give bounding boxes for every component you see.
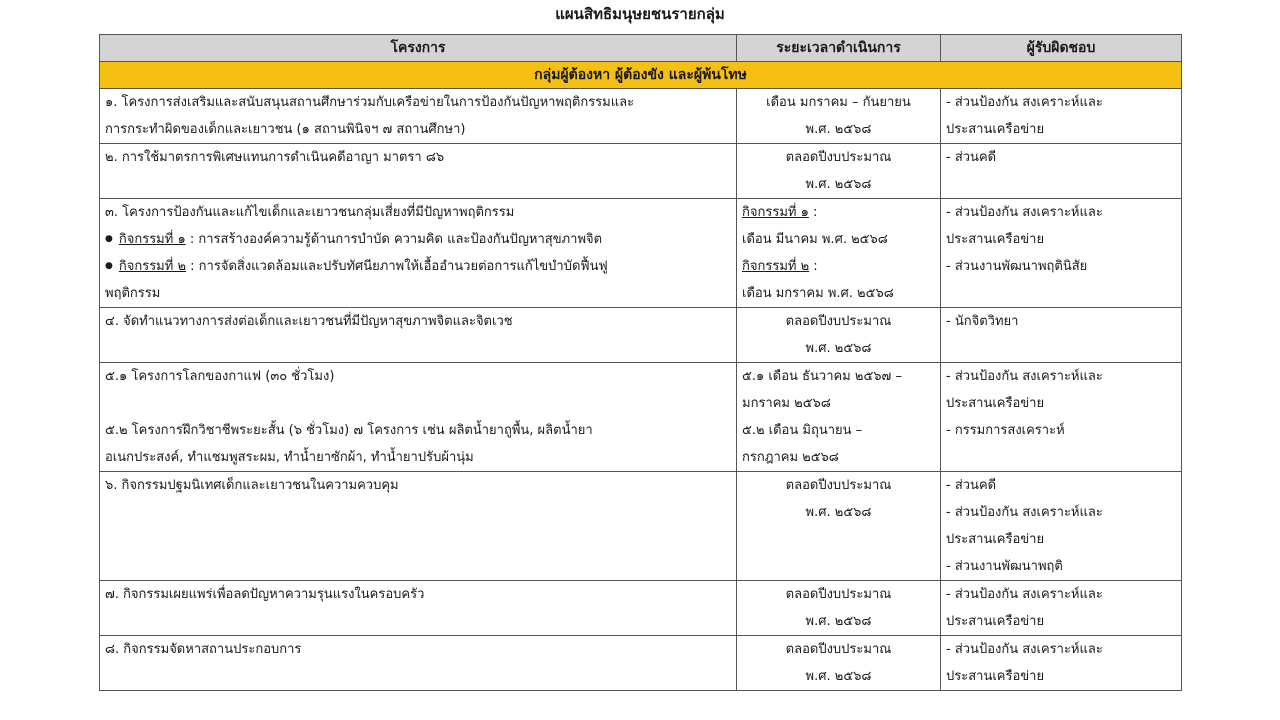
table-row [100,363,1182,472]
header-duration: ระยะเวลาดำเนินการ [737,35,941,62]
responsible-cell: - ส่วนคดี [941,144,1182,199]
duration-cell: ตลอดปีงบประมาณ พ.ศ. ๒๕๖๘ [737,636,941,691]
project-cell: ๓. โครงการป้องกันและแก้ไขเด็กและเยาวชนกลุ่มเสี่ยงที่มีปัญหาพฤติกรรม ● กิจกรรมที่ ๑ : การสร้างองค์ความรู้ด้านการบำบัด ความคิด และป้องกันปัญหาสุขภาพจิต ● กิจกรรมที่ ๒ : การจัดสิ่งแวดล้อมและปรับทัศนียภาพให้เอื้ออำนวยต่อการแก้ไขบำบัดฟื้นฟู พฤติกรรม [100,199,737,308]
project-cell: ๕.๑ โครงการโลกของกาแฟ (๓๐ ชั่วโมง) ๕.๒ โครงการฝึกวิชาชีพระยะสั้น (๖ ชั่วโมง) ๗ โครงการ เช่น ผลิตน้ำยาถูพื้น, ผลิตน้ำยา อเนกประสงค์, ทำแชมพูสระผม, ทำน้ำยาซักผ้า, ทำน้ำยาปรับผ้านุ่ม [100,363,737,472]
responsible-cell: - ส่วนคดี - ส่วนป้องกัน สงเคราะห์และ ประสานเครือข่าย - ส่วนงานพัฒนาพฤติ [941,472,1182,581]
table-row [100,581,1182,636]
duration-cell: ๕.๑ เดือน ธันวาคม ๒๕๖๗ – มกราคม ๒๕๖๘ ๕.๒ เดือน มิถุนายน – กรกฎาคม ๒๕๖๘ [737,363,941,472]
table-row [100,636,1182,691]
duration-cell: ตลอดปีงบประมาณ พ.ศ. ๒๕๖๘ [737,144,941,199]
duration-cell: ตลอดปีงบประมาณ พ.ศ. ๒๕๖๘ [737,472,941,581]
duration-cell: กิจกรรมที่ ๑ : เดือน มีนาคม พ.ศ. ๒๕๖๘ กิจกรรมที่ ๒ : เดือน มกราคม พ.ศ. ๒๕๖๘ [737,199,941,308]
duration-cell: ตลอดปีงบประมาณ พ.ศ. ๒๕๖๘ [737,581,941,636]
page-title: แผนสิทธิมนุษยชนรายกลุ่ม [555,5,725,23]
header-responsible: ผู้รับผิดชอบ [941,35,1182,62]
responsible-cell: - ส่วนป้องกัน สงเคราะห์และ ประสานเครือข่าย - ส่วนงานพัฒนาพฤตินิสัย [941,199,1182,308]
table-row [100,308,1182,363]
header-project: โครงการ [100,35,737,62]
project-cell: ๗. กิจกรรมเผยแพร่เพื่อลดปัญหาความรุนแรงในครอบครัว [100,581,737,636]
responsible-cell: - ส่วนป้องกัน สงเคราะห์และ ประสานเครือข่าย - กรรมการสงเคราะห์ [941,363,1182,472]
table-row [100,199,1182,308]
activity-bullet: ● กิจกรรมที่ ๒ : การจัดสิ่งแวดล้อมและปรับทัศนียภาพให้เอื้ออำนวยต่อการแก้ไขบำบัดฟื้นฟู [105,253,731,280]
table-row [100,472,1182,581]
responsible-cell: - ส่วนป้องกัน สงเคราะห์และ ประสานเครือข่าย [941,636,1182,691]
group-row [100,62,1182,89]
table-row [100,144,1182,199]
responsible-cell: - ส่วนป้องกัน สงเคราะห์และ ประสานเครือข่าย [941,581,1182,636]
duration-cell: ตลอดปีงบประมาณ พ.ศ. ๒๕๖๘ [737,308,941,363]
table-header-row [100,35,1182,62]
project-cell: ๔. จัดทำแนวทางการส่งต่อเด็กและเยาวชนที่มีปัญหาสุขภาพจิตและจิตเวช [100,308,737,363]
activity-bullet: ● กิจกรรมที่ ๑ : การสร้างองค์ความรู้ด้านการบำบัด ความคิด และป้องกันปัญหาสุขภาพจิต [105,226,731,253]
responsible-cell: - ส่วนป้องกัน สงเคราะห์และ ประสานเครือข่าย [941,89,1182,144]
project-cell: ๑. โครงการส่งเสริมและสนับสนุนสถานศึกษาร่วมกับเครือข่ายในการป้องกันปัญหาพฤติกรรมและ การกระทำผิดของเด็กและเยาวชน (๑ สถานพินิจฯ ๗ สถานศึกษา) [100,89,737,144]
responsible-cell: - นักจิตวิทยา [941,308,1182,363]
group-label: กลุ่มผู้ต้องหา ผู้ต้องขัง และผู้พ้นโทษ [100,62,1182,89]
table-row [100,89,1182,144]
plan-table [99,34,1182,691]
project-cell: ๒. การใช้มาตรการพิเศษแทนการดำเนินคดีอาญา มาตรา ๘๖ [100,144,737,199]
project-cell: ๖. กิจกรรมปฐมนิเทศเด็กและเยาวชนในความควบคุม [100,472,737,581]
project-cell: ๘. กิจกรรมจัดหาสถานประกอบการ [100,636,737,691]
duration-cell: เดือน มกราคม – กันยายน พ.ศ. ๒๕๖๘ [737,89,941,144]
